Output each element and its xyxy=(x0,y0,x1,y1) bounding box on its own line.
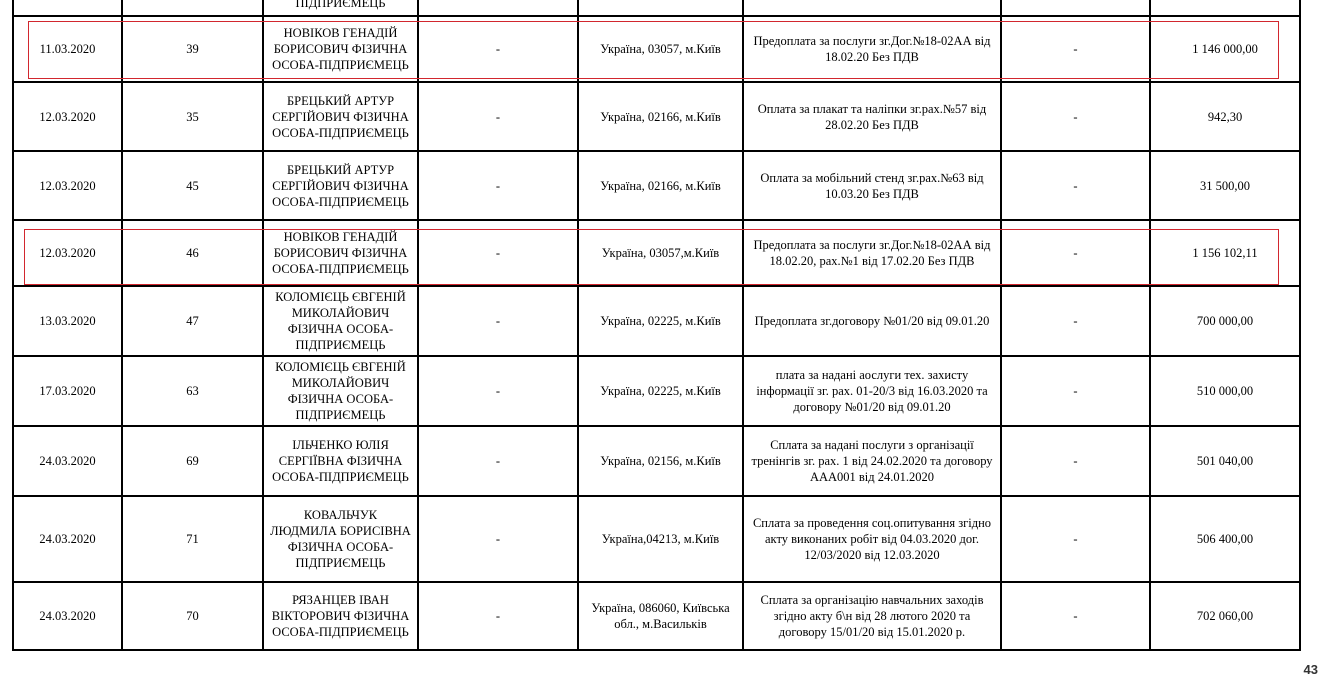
cell-name-line: СЕРГІЙОВИЧ ФІЗИЧНА xyxy=(272,178,409,193)
table-row-fragment xyxy=(13,0,1300,16)
cell-extra xyxy=(1001,220,1150,286)
cell-empty xyxy=(1001,0,1150,16)
cell-date xyxy=(13,82,122,151)
cell-name xyxy=(263,82,418,151)
cell-date xyxy=(13,220,122,286)
cell-date xyxy=(13,426,122,496)
cell-extra-line: - xyxy=(1073,246,1078,260)
table-row xyxy=(13,356,1300,426)
cell-extra xyxy=(1001,151,1150,220)
page-number: 43 xyxy=(1303,662,1318,677)
cell-purpose xyxy=(743,82,1001,151)
cell-extra xyxy=(1001,582,1150,650)
cell-purpose-line: 28.02.20 Без ПДВ xyxy=(825,117,919,132)
cell-amount xyxy=(1150,82,1300,151)
cell-purpose-line: тренінгів зг. рах. 1 від 24.02.2020 та договору xyxy=(751,454,993,468)
cell-num xyxy=(122,286,263,356)
cell-address-line: обл., м.Васильків xyxy=(614,617,707,631)
cell-empty xyxy=(743,0,1001,16)
table-row xyxy=(13,286,1300,356)
cell-num-line: 47 xyxy=(186,314,199,328)
cell-code-line: - xyxy=(495,454,501,468)
cell-name xyxy=(263,426,418,496)
cell-name-line: КОЛОМІЄЦЬ ЄВГЕНІЙ xyxy=(275,290,406,304)
cell-address-line: Україна, 02166, м.Київ xyxy=(600,109,721,124)
cell-name-line: БОРИСОВИЧ ФІЗИЧНА xyxy=(273,42,408,56)
cell-extra xyxy=(1001,496,1150,582)
cell-name xyxy=(263,286,418,356)
cell-name xyxy=(263,496,418,582)
cell-num-line: 70 xyxy=(186,609,199,623)
cell-code-line: - xyxy=(495,609,501,623)
cell-amount xyxy=(1150,496,1300,582)
cell-name-line: ОСОБА-ПІДПРИЄМЕЦЬ xyxy=(272,470,409,484)
cell-extra-line: - xyxy=(1073,314,1078,328)
cell-address-line: Україна, 03057, м.Київ xyxy=(600,42,721,56)
cell-name-line: СЕРГІЙОВИЧ ФІЗИЧНА xyxy=(272,109,409,124)
cell-purpose-line: Оплата за плакат та наліпки зг.рах.№57 від xyxy=(757,101,987,116)
cell-code xyxy=(418,16,578,82)
cell-date-line: 17.03.2020 xyxy=(39,384,96,398)
cell-purpose-line: 18.02.20 Без ПДВ xyxy=(825,50,919,64)
cell-num-line: 69 xyxy=(186,454,199,468)
cell-purpose-line: договору №01/20 від 09.01.20 xyxy=(793,400,951,414)
cell-name-line: ОСОБА-ПІДПРИЄМЕЦЬ xyxy=(272,194,409,209)
cell-purpose xyxy=(743,496,1001,582)
cell-purpose xyxy=(743,220,1001,286)
cell-amount-line: 31 500,00 xyxy=(1200,178,1250,193)
cell-name-line: СЕРГІЇВНА ФІЗИЧНА xyxy=(278,454,403,468)
cell-date-line: 13.03.2020 xyxy=(39,314,96,328)
cell-code xyxy=(418,426,578,496)
cell-purpose-line: Предоплата за послуги зг.Дог.№18-02АА від xyxy=(753,238,991,252)
cell-amount xyxy=(1150,286,1300,356)
cell-address-line: Україна, 03057,м.Київ xyxy=(601,246,720,260)
cell-date-line: 11.03.2020 xyxy=(39,42,96,56)
cell-code-line: - xyxy=(495,246,501,260)
cell-address xyxy=(578,16,743,82)
cell-extra xyxy=(1001,82,1150,151)
cell-code xyxy=(418,220,578,286)
cell-code-line: - xyxy=(495,532,501,546)
cell-code xyxy=(418,151,578,220)
cell-purpose-line: 18.02.20, рах.№1 від 17.02.20 Без ПДВ xyxy=(769,254,975,268)
cell-name-line: ПІДПРИЄМЕЦЬ xyxy=(295,338,386,352)
cell-purpose xyxy=(743,16,1001,82)
cell-name-line: ФІЗИЧНА ОСОБА- xyxy=(287,540,394,554)
cell-purpose-line: акту виконаних робіт від 04.03.2020 дог. xyxy=(764,532,979,546)
cell-address xyxy=(578,426,743,496)
cell-extra xyxy=(1001,286,1150,356)
cell-name-line: ОСОБА-ПІДПРИЄМЕЦЬ xyxy=(272,625,409,639)
cell-purpose xyxy=(743,426,1001,496)
cell-name-fragment xyxy=(263,0,418,16)
cell-extra-line: - xyxy=(1073,178,1078,193)
cell-amount xyxy=(1150,151,1300,220)
cell-extra-line: - xyxy=(1073,42,1078,56)
table-row xyxy=(13,582,1300,650)
cell-purpose xyxy=(743,151,1001,220)
table-row xyxy=(13,16,1300,82)
cell-address xyxy=(578,582,743,650)
cell-amount-line: 942,30 xyxy=(1207,109,1243,124)
cell-num-line: 35 xyxy=(186,109,199,124)
cell-name-line: МИКОЛАЙОВИЧ xyxy=(291,306,390,320)
cell-purpose-line: договору 15/01/20 від 15.01.2020 р. xyxy=(778,625,966,639)
cell-num-line: 71 xyxy=(186,532,199,546)
cell-purpose-line: 10.03.20 Без ПДВ xyxy=(825,186,919,201)
cell-date-line: 24.03.2020 xyxy=(39,609,96,623)
cell-purpose-line: Оплата за мобільний стенд зг.рах.№63 від xyxy=(760,170,984,185)
cell-name xyxy=(263,151,418,220)
cell-date xyxy=(13,16,122,82)
cell-code xyxy=(418,582,578,650)
cell-purpose xyxy=(743,356,1001,426)
cell-name-line: НОВІКОВ ГЕНАДІЙ xyxy=(283,230,398,244)
cell-amount xyxy=(1150,426,1300,496)
cell-extra xyxy=(1001,16,1150,82)
cell-address-line: Україна, 02225, м.Київ xyxy=(600,384,721,398)
cell-name xyxy=(263,220,418,286)
cell-purpose xyxy=(743,286,1001,356)
cell-amount-line: 1 156 102,11 xyxy=(1192,246,1258,260)
cell-date-line: 12.03.2020 xyxy=(39,109,96,124)
cell-amount xyxy=(1150,356,1300,426)
cell-purpose-line: 12/03/2020 від 12.03.2020 xyxy=(804,548,940,562)
cell-amount-line: 702 060,00 xyxy=(1196,609,1254,623)
cell-purpose-line: Сплата за надані послуги з організації xyxy=(770,438,974,452)
cell-name-line: БОРИСОВИЧ ФІЗИЧНА xyxy=(273,246,408,260)
payments-table xyxy=(12,0,1301,651)
cell-address xyxy=(578,220,743,286)
cell-name-line: БРЕЦЬКИЙ АРТУР xyxy=(286,162,395,177)
cell-name-line: ФІЗИЧНА ОСОБА- xyxy=(287,392,394,406)
cell-name-line: РЯЗАНЦЕВ ІВАН xyxy=(292,593,389,607)
cell-amount-line: 510 000,00 xyxy=(1196,384,1254,398)
cell-date-line: 12.03.2020 xyxy=(39,178,96,193)
cell-purpose xyxy=(743,582,1001,650)
cell-code-line: - xyxy=(495,178,501,193)
cell-purpose-line: плата за надані аослуги тех. захисту xyxy=(775,368,969,382)
cell-amount xyxy=(1150,582,1300,650)
cell-code-line: - xyxy=(495,314,501,328)
cell-num-line: 46 xyxy=(186,246,199,260)
cell-empty xyxy=(578,0,743,16)
cell-purpose-line: Сплата за проведення соц.опитування згідно xyxy=(752,516,992,530)
cell-purpose-line: Сплата за організацію навчальних заходів xyxy=(760,593,984,607)
cell-num xyxy=(122,356,263,426)
cell-extra xyxy=(1001,426,1150,496)
cell-name-line: ОСОБА-ПІДПРИЄМЕЦЬ xyxy=(272,125,409,140)
cell-date xyxy=(13,151,122,220)
cell-address-line: Україна, 02156, м.Київ xyxy=(600,454,721,468)
cell-purpose-line: Предоплата за послуги зг.Дог.№18-02АА від xyxy=(753,34,991,48)
table-row xyxy=(13,151,1300,220)
cell-address xyxy=(578,286,743,356)
name-fragment-text: ПІДПРИЄМЕЦЬ xyxy=(295,0,386,10)
cell-name xyxy=(263,582,418,650)
cell-num xyxy=(122,426,263,496)
cell-extra-line: - xyxy=(1073,609,1078,623)
cell-name-line: ФІЗИЧНА ОСОБА- xyxy=(287,322,394,336)
cell-purpose-line: згідно акту б\н від 28 лютого 2020 та xyxy=(773,609,971,623)
cell-num xyxy=(122,496,263,582)
cell-num-line: 39 xyxy=(186,42,199,56)
cell-address xyxy=(578,356,743,426)
table-row xyxy=(13,426,1300,496)
table-row xyxy=(13,496,1300,582)
payments-table-page xyxy=(12,0,1299,651)
cell-name-line: КОЛОМІЄЦЬ ЄВГЕНІЙ xyxy=(275,360,406,374)
cell-name-line: ОСОБА-ПІДПРИЄМЕЦЬ xyxy=(272,262,409,276)
cell-name-line: БРЕЦЬКИЙ АРТУР xyxy=(286,93,395,108)
cell-code xyxy=(418,356,578,426)
cell-num-line: 45 xyxy=(186,178,199,193)
cell-date xyxy=(13,496,122,582)
cell-name xyxy=(263,16,418,82)
cell-num xyxy=(122,220,263,286)
cell-name-line: МИКОЛАЙОВИЧ xyxy=(291,376,390,390)
cell-num xyxy=(122,82,263,151)
cell-purpose-line: Предоплата зг.договору №01/20 від 09.01.20 xyxy=(754,314,990,328)
cell-extra-line: - xyxy=(1073,384,1078,398)
cell-address-line: Україна, 086060, Київська xyxy=(591,601,730,615)
cell-amount-line: 506 400,00 xyxy=(1196,532,1254,546)
cell-num xyxy=(122,16,263,82)
cell-amount-line: 700 000,00 xyxy=(1196,314,1254,328)
cell-address-line: Україна, 02225, м.Київ xyxy=(600,314,721,328)
cell-name-line: ПІДПРИЄМЕЦЬ xyxy=(295,408,386,422)
cell-num xyxy=(122,151,263,220)
cell-amount-line: 1 146 000,00 xyxy=(1192,42,1258,56)
cell-purpose-line: інформації зг. рах. 01-20/3 від 16.03.2020 та xyxy=(756,384,988,398)
cell-name-line: ЛЮДМИЛА БОРИСІВНА xyxy=(270,524,411,538)
cell-date xyxy=(13,582,122,650)
cell-date-line: 24.03.2020 xyxy=(39,454,96,468)
table-row xyxy=(13,82,1300,151)
cell-code-line: - xyxy=(495,42,501,56)
cell-name-line: ПІДПРИЄМЕЦЬ xyxy=(295,556,386,570)
cell-empty xyxy=(418,0,578,16)
cell-extra-line: - xyxy=(1073,532,1078,546)
cell-code-line: - xyxy=(495,384,501,398)
cell-purpose-line: ААА001 від 24.01.2020 xyxy=(809,470,935,484)
cell-address-line: Україна,04213, м.Київ xyxy=(601,532,720,546)
cell-empty xyxy=(122,0,263,16)
cell-extra xyxy=(1001,356,1150,426)
cell-name-line: ІЛЬЧЕНКО ЮЛІЯ xyxy=(292,438,389,452)
cell-date xyxy=(13,356,122,426)
cell-name xyxy=(263,356,418,426)
cell-code xyxy=(418,286,578,356)
cell-code xyxy=(418,496,578,582)
cell-address xyxy=(578,151,743,220)
cell-empty xyxy=(13,0,122,16)
cell-amount-line: 501 040,00 xyxy=(1196,454,1254,468)
cell-name-line: ОСОБА-ПІДПРИЄМЕЦЬ xyxy=(272,58,409,72)
cell-name-line: КОВАЛЬЧУК xyxy=(303,508,378,522)
cell-address-line: Україна, 02166, м.Київ xyxy=(600,178,721,193)
cell-code xyxy=(418,82,578,151)
cell-amount xyxy=(1150,16,1300,82)
cell-date-line: 24.03.2020 xyxy=(39,532,96,546)
cell-date-line: 12.03.2020 xyxy=(39,246,96,260)
cell-code-line: - xyxy=(495,109,501,124)
cell-num xyxy=(122,582,263,650)
cell-extra-line: - xyxy=(1073,109,1078,124)
cell-name-line: НОВІКОВ ГЕНАДІЙ xyxy=(283,26,398,40)
cell-extra-line: - xyxy=(1073,454,1078,468)
cell-empty xyxy=(1150,0,1300,16)
table-row xyxy=(13,220,1300,286)
cell-num-line: 63 xyxy=(186,384,199,398)
cell-name-line: ВІКТОРОВИЧ ФІЗИЧНА xyxy=(271,609,410,623)
cell-address xyxy=(578,82,743,151)
cell-date xyxy=(13,286,122,356)
cell-address xyxy=(578,496,743,582)
cell-amount xyxy=(1150,220,1300,286)
